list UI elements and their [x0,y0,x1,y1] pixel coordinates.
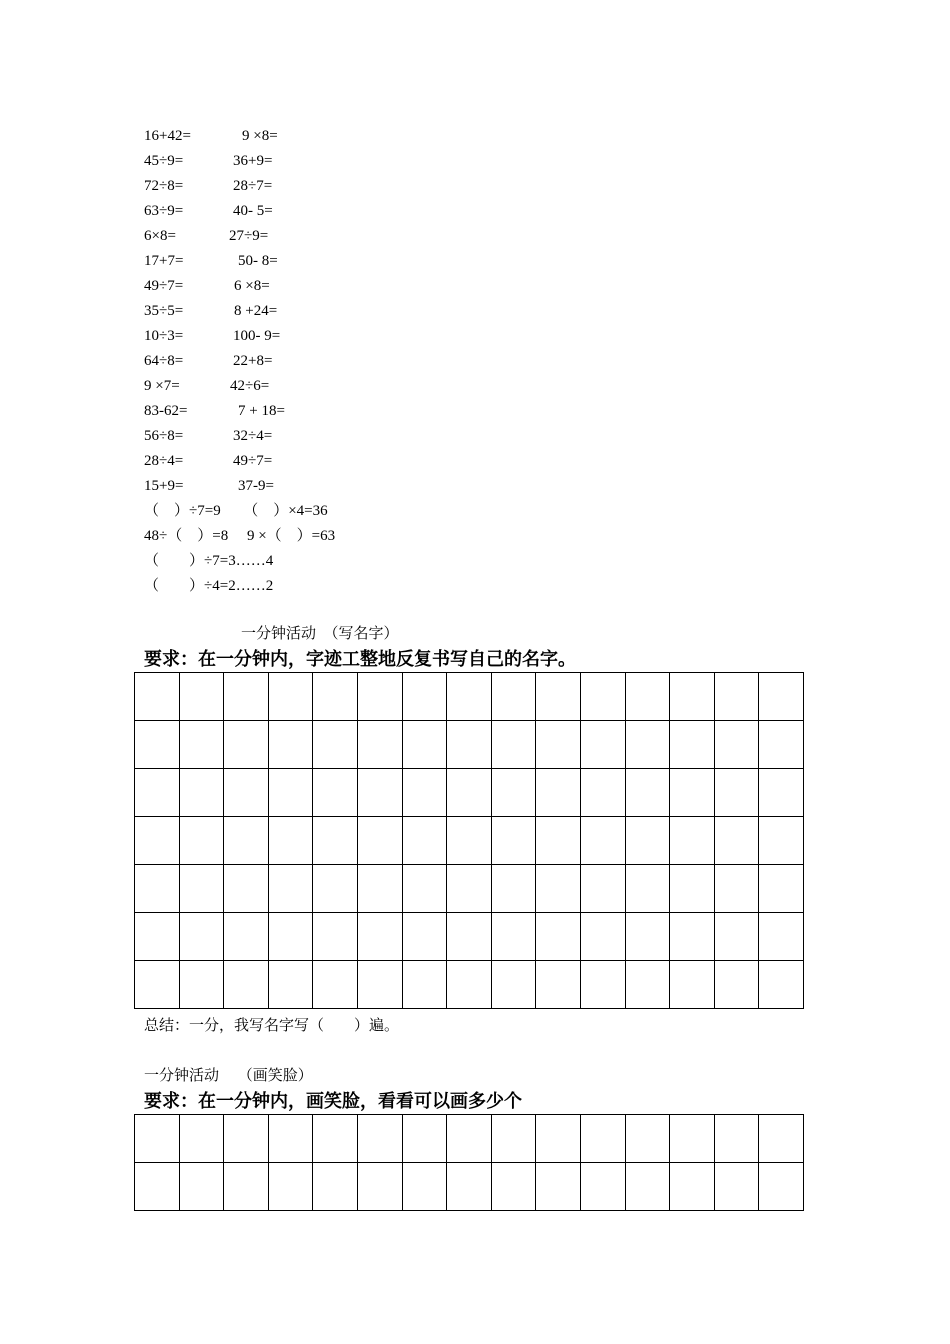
grid-cell[interactable] [491,865,536,913]
grid-cell[interactable] [759,1115,804,1163]
equation: 16+42= [144,128,191,144]
grid-cell[interactable] [135,721,180,769]
drawing-grid[interactable] [134,1114,804,1211]
grid-cell[interactable] [759,961,804,1009]
grid-cell[interactable] [357,1163,402,1211]
grid-cell[interactable] [670,769,715,817]
equation-row [144,349,273,373]
grid-cell[interactable] [313,1163,358,1211]
grid-cell[interactable] [313,769,358,817]
grid-cell[interactable] [536,769,581,817]
grid-cell[interactable] [357,769,402,817]
grid-cell[interactable] [580,817,625,865]
grid-cell[interactable] [179,1115,224,1163]
grid-cell[interactable] [536,865,581,913]
grid-cell[interactable] [625,913,670,961]
grid-cell[interactable] [402,865,447,913]
equation: 49÷7= [144,278,184,294]
equation: 50- 8= [238,253,278,269]
grid-cell[interactable] [625,1115,670,1163]
grid-cell[interactable] [491,769,536,817]
grid-cell[interactable] [759,673,804,721]
grid-row [135,1115,804,1163]
equation-row [144,274,270,298]
grid-cell[interactable] [759,913,804,961]
grid-cell[interactable] [268,913,313,961]
grid-cell[interactable] [135,1115,180,1163]
grid-cell[interactable] [402,721,447,769]
grid-cell[interactable] [625,961,670,1009]
grid-cell[interactable] [536,1115,581,1163]
grid-cell[interactable] [268,769,313,817]
grid-cell[interactable] [179,961,224,1009]
grid-cell[interactable] [625,769,670,817]
grid-cell[interactable] [759,769,804,817]
grid-cell[interactable] [224,865,269,913]
grid-cell[interactable] [402,961,447,1009]
grid-cell[interactable] [670,817,715,865]
equation-row [144,399,285,423]
grid-cell[interactable] [224,769,269,817]
grid-cell[interactable] [447,673,492,721]
grid-cell[interactable] [714,721,759,769]
grid-cell[interactable] [714,817,759,865]
grid-cell[interactable] [402,673,447,721]
grid-cell[interactable] [402,913,447,961]
grid-cell[interactable] [714,865,759,913]
grid-cell[interactable] [714,913,759,961]
grid-cell[interactable] [580,961,625,1009]
grid-cell[interactable] [580,721,625,769]
equation: 8 +24= [234,303,278,319]
equation-row [144,124,278,148]
writing-grid[interactable] [134,672,804,1009]
grid-cell[interactable] [536,721,581,769]
requirement-draw-smile: 要求：在一分钟内，画笑脸，看看可以画多少个 [144,1091,522,1112]
equation: 40- 5= [233,203,273,219]
grid-row [135,961,804,1009]
equation: 17+7= [144,253,184,269]
requirement-write-name: 要求：在一分钟内，字迹工整地反复书写自己的名字。 [144,649,576,670]
grid-cell[interactable] [313,673,358,721]
grid-cell[interactable] [670,961,715,1009]
grid-cell[interactable] [447,769,492,817]
grid-cell[interactable] [357,1115,402,1163]
grid-cell[interactable] [179,721,224,769]
grid-cell[interactable] [313,961,358,1009]
grid-cell[interactable] [759,1163,804,1211]
equation: 56÷8= [144,428,184,444]
blank-equation: 48÷（ ）=8 9 ×（ ）=63 [144,528,336,544]
grid-cell[interactable] [224,1163,269,1211]
grid-row [135,817,804,865]
grid-cell[interactable] [491,961,536,1009]
grid-cell[interactable] [357,817,402,865]
equation: 37-9= [238,478,274,494]
grid-cell[interactable] [135,865,180,913]
equation-row [144,424,273,448]
equation: 15+9= [144,478,184,494]
grid-cell[interactable] [313,1115,358,1163]
grid-cell[interactable] [268,817,313,865]
grid-cell[interactable] [491,1163,536,1211]
grid-cell[interactable] [670,1115,715,1163]
grid-cell[interactable] [447,1115,492,1163]
equation: 72÷8= [144,178,184,194]
grid-cell[interactable] [714,769,759,817]
grid-cell[interactable] [135,961,180,1009]
grid-cell[interactable] [491,913,536,961]
grid-cell[interactable] [625,721,670,769]
grid-cell[interactable] [447,721,492,769]
grid-cell[interactable] [224,721,269,769]
grid-cell[interactable] [670,721,715,769]
grid-cell[interactable] [714,1163,759,1211]
grid-cell[interactable] [313,913,358,961]
equation: 22+8= [233,353,273,369]
grid-row [135,913,804,961]
grid-cell[interactable] [268,721,313,769]
grid-cell[interactable] [402,817,447,865]
grid-cell[interactable] [580,865,625,913]
blank-equation: （ ）÷7=3……4 [144,553,274,569]
grid-cell[interactable] [135,673,180,721]
grid-cell[interactable] [313,865,358,913]
equation: 6×8= [144,228,176,244]
grid-cell[interactable] [179,913,224,961]
equation: 28÷4= [144,453,184,469]
grid-cell[interactable] [447,817,492,865]
section-title-draw-smile: 一分钟活动 （画笑脸） [144,1068,313,1084]
grid-cell[interactable] [447,913,492,961]
grid-row [135,1163,804,1211]
grid-cell[interactable] [536,817,581,865]
grid-cell[interactable] [670,1163,715,1211]
grid-cell[interactable] [536,1163,581,1211]
equation-row [144,174,273,198]
blank-equation: （ ）÷7=9 （ ）×4=36 [144,503,328,519]
grid-cell[interactable] [580,1163,625,1211]
grid-cell[interactable] [179,817,224,865]
grid-cell[interactable] [357,721,402,769]
grid-cell[interactable] [670,673,715,721]
grid-cell[interactable] [491,817,536,865]
grid-cell[interactable] [179,769,224,817]
equation-row [144,149,273,173]
grid-cell[interactable] [580,1115,625,1163]
grid-cell[interactable] [447,865,492,913]
grid-cell[interactable] [625,865,670,913]
grid-cell[interactable] [224,817,269,865]
grid-cell[interactable] [402,1163,447,1211]
grid-cell[interactable] [491,673,536,721]
equation: 83-62= [144,403,188,419]
grid-cell[interactable] [268,1115,313,1163]
grid-cell[interactable] [402,1115,447,1163]
grid-cell[interactable] [224,1115,269,1163]
grid-cell[interactable] [759,817,804,865]
grid-cell[interactable] [179,1163,224,1211]
grid-cell[interactable] [536,673,581,721]
grid-cell[interactable] [580,913,625,961]
grid-cell[interactable] [402,769,447,817]
grid-cell[interactable] [491,1115,536,1163]
grid-cell[interactable] [357,961,402,1009]
grid-cell[interactable] [224,961,269,1009]
equation: 7 + 18= [238,403,285,419]
equation: 49÷7= [233,453,273,469]
equation-row [144,449,273,473]
grid-cell[interactable] [179,673,224,721]
grid-cell[interactable] [268,673,313,721]
grid-row [135,673,804,721]
equation-row [144,199,273,223]
grid-cell[interactable] [625,817,670,865]
equation: 9 ×8= [242,128,278,144]
grid-cell[interactable] [625,673,670,721]
grid-cell[interactable] [536,913,581,961]
grid-cell[interactable] [135,769,180,817]
grid-cell[interactable] [357,673,402,721]
grid-cell[interactable] [357,913,402,961]
grid-cell[interactable] [670,913,715,961]
equation: 35÷5= [144,303,184,319]
equation-row [144,324,281,348]
equation: 6 ×8= [234,278,270,294]
equation: 63÷9= [144,203,184,219]
grid-cell[interactable] [759,721,804,769]
equation: 45÷9= [144,153,184,169]
equation: 32÷4= [233,428,273,444]
equation-row [144,474,274,498]
grid-cell[interactable] [135,817,180,865]
equation: 28÷7= [233,178,273,194]
grid-cell[interactable] [357,865,402,913]
grid-cell[interactable] [135,913,180,961]
equation: 64÷8= [144,353,184,369]
equation: 42÷6= [230,378,270,394]
blank-equation: （ ）÷4=2……2 [144,578,274,594]
equation-row [144,374,270,398]
equation-row [144,299,278,323]
grid-cell[interactable] [714,961,759,1009]
summary-write-name: 总结：一分，我写名字写（ ）遍。 [144,1018,400,1034]
equation: 27÷9= [229,228,269,244]
grid-cell[interactable] [714,1115,759,1163]
grid-row [135,769,804,817]
equation: 10÷3= [144,328,184,344]
grid-cell[interactable] [268,961,313,1009]
section-title-write-name: 一分钟活动 （写名字） [241,626,399,642]
grid-cell[interactable] [625,1163,670,1211]
grid-cell[interactable] [580,673,625,721]
equation: 100- 9= [233,328,281,344]
grid-cell[interactable] [179,865,224,913]
equation: 36+9= [233,153,273,169]
grid-cell[interactable] [759,865,804,913]
equation-row [144,224,269,248]
grid-cell[interactable] [313,817,358,865]
grid-cell[interactable] [313,721,358,769]
grid-cell[interactable] [135,1163,180,1211]
grid-cell[interactable] [580,769,625,817]
grid-cell[interactable] [447,1163,492,1211]
grid-cell[interactable] [714,673,759,721]
grid-cell[interactable] [268,865,313,913]
grid-cell[interactable] [268,1163,313,1211]
grid-cell[interactable] [670,865,715,913]
grid-cell[interactable] [224,913,269,961]
equation: 9 ×7= [144,378,180,394]
grid-row [135,721,804,769]
grid-cell[interactable] [224,673,269,721]
grid-cell[interactable] [447,961,492,1009]
grid-cell[interactable] [491,721,536,769]
equation-row [144,249,278,273]
grid-cell[interactable] [536,961,581,1009]
grid-row [135,865,804,913]
